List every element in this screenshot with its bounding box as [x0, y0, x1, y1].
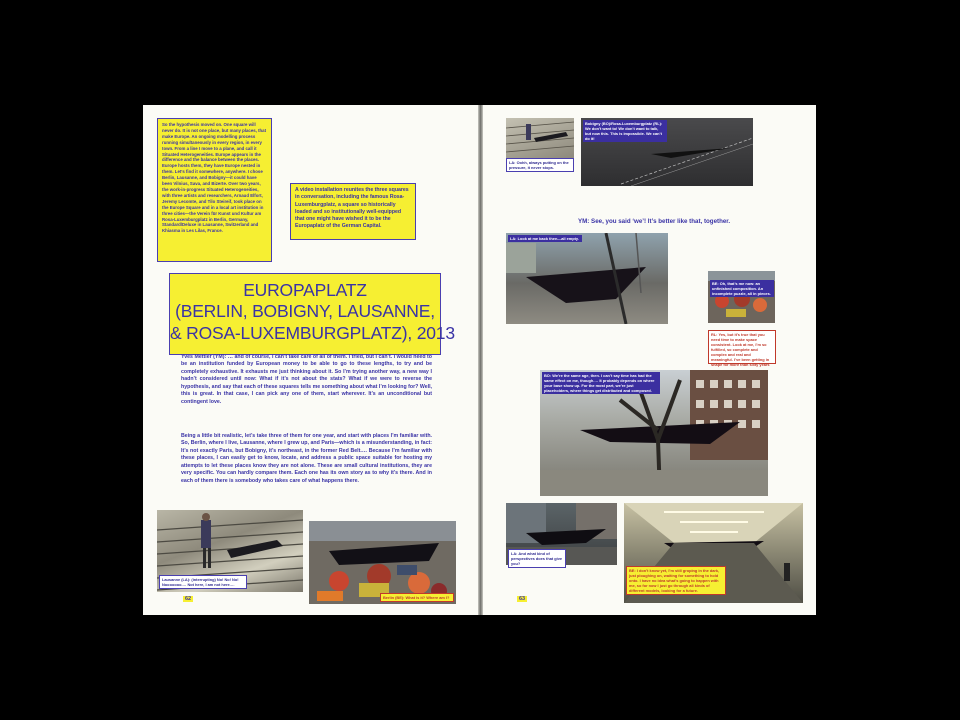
video-installation-box — [290, 183, 416, 240]
page-number-right: 63 — [519, 596, 526, 602]
heading-line-2: (BERLIN, BOBIGNY, LAUSANNE, — [175, 301, 435, 322]
caption-la-pressure: LA: Oohh, always putting on the pressure, it never stops. — [506, 158, 574, 172]
caption-la-perspectives: LA: And what kind of perspectives does that give you? — [508, 549, 566, 568]
paragraph-2: Being a little bit realistic, let’s take three of them for one year, and start with places I’m familiar with. So, Berlin, where I live, Lausanne, where I grew up, and Paris—which is a misunderstanding, in fact: It’s not exactly Paris, but Bobigny, it’s northeast, in the former Red Belt.… Because I’m familiar with these places, I can easily get to know, locate, and address a public space suitable for hosting my attempts to let these places know they are not alone. These are small cultural institutions, they are very specific. You can hardly compare them. Each one has its own story as to why it’s there. And in each of them there is somebody who takes care of what happens there. — [181, 433, 432, 484]
empty-square-illustration — [506, 233, 668, 324]
caption-rl-true: RL: Yes, but it’s true that you need time to make space consistent. Look at me, I’m so fulfilled, so complete and complex and real and meaningful. I’ve been getting in shape for more than sixty years — [708, 330, 776, 364]
section-heading — [169, 273, 455, 355]
caption-be-unfinished: BE: Oh, that’s me now: an unfinished composition. An incomplete puzzle, all in pieces. — [710, 280, 774, 297]
caption-bo-rl: Bobigny (BO)/Rosa-Luxemburgplatz (RL): We don’t want to! We don’t want to talk, but now this. This is impossible. We can’t do it! — [583, 120, 667, 142]
berlin-junk-illustration — [309, 521, 456, 604]
photo-berlin-junk — [309, 521, 456, 604]
paragraph-1: Yves Mettler (YM): … and of course, I can’t take care of all of them. I tried, but I can’t. I would need to be an institution funded by European money to be able to go to these lengths, to try and be completely exhaustive. It exhausts me just thinking about it. So I’m trying another way, a new way I hadn’t considered until now: What if it’s not about the stats? What if we were to reverse the hypothesis, and say that each of these squares tells me something about what I’m looking for? Well, this is great. In that case, I can pick any one of them, start wherever. It’s an unconditional but contingent love. — [181, 354, 432, 405]
caption-be-dont-know: BE: I don’t know yet, I’m still groping in the dark, just ploughing on, waiting for something to hold onto. I have no idea what’s going to happen with me, so for now I just go through all kinds of different models, looking for a future. — [626, 566, 726, 595]
caption-la-look: LA: Look at me back then—all empty. — [508, 235, 582, 242]
photo-empty-square — [506, 233, 668, 324]
video-installation-text: A video installation reunites the three squares in conversation, including the famous Rosa-Luxemburgplatz, a square so historically loaded and so institutionally well-equipped that one might have wished it to be the Europaplatz of the German Capital. — [295, 187, 409, 230]
caption-bo-same-age: BO: We’re the same age, then. I can’t say time has had the same effect on me, though.… It probably depends on where your base show up. For the most part, we’re just placeholders, where things get distributed and composed. — [542, 372, 660, 394]
page-number-left: 62 — [185, 596, 192, 602]
caption-berlin: Berlin (BE): What is it? Where am I? — [380, 593, 454, 602]
book-gutter — [478, 105, 483, 615]
ym-quote: YM: See, you said ‘we’! It’s better like that, together. — [578, 218, 731, 225]
stairs-small-illustration — [506, 118, 574, 158]
heading-line-3: & ROSA-LUXEMBURGPLATZ), 2013 — [170, 322, 455, 343]
caption-lausanne: Lausanne (LA): (interrupting) No! No! No! Nooooooo.… Not here, I am not here.… — [159, 575, 247, 589]
intro-text-box — [157, 118, 272, 262]
heading-line-1: EUROPAPLATZ — [243, 280, 367, 300]
intro-text: So the hypothesis moved on. One square will never do. It is not one place, but many places, that make Europe. An ongoing modelling process running simultaneously in every region, in every town. From a line I move to a plane, and call it Situated Heterogeneities. Europe appears in the difference and the balance between the places. Europe hosts them, they have Europe nested in them. Let’s find it somewhere, anywhere. I chose Berlin, Lausanne, and Bobigny—it could have been Vilnius, Sava, and Bizerte. Over two years, the work-in-progress Situated Heterogeneities, with three artists and researchers, Arnaud Elfort, Jeremy Lecomte, and Tilo Steireif, took place on the Europe Square and in a local art institution in three cities—the Verein für Kunst und Kultur am Rosa-Luxemburgplatz in Berlin, Germany, Standard/Deluxe in Lausanne, Switzerland and Khiasma in Les Lilas, France. — [162, 122, 267, 234]
photo-lausanne-stairs-small — [506, 118, 574, 158]
